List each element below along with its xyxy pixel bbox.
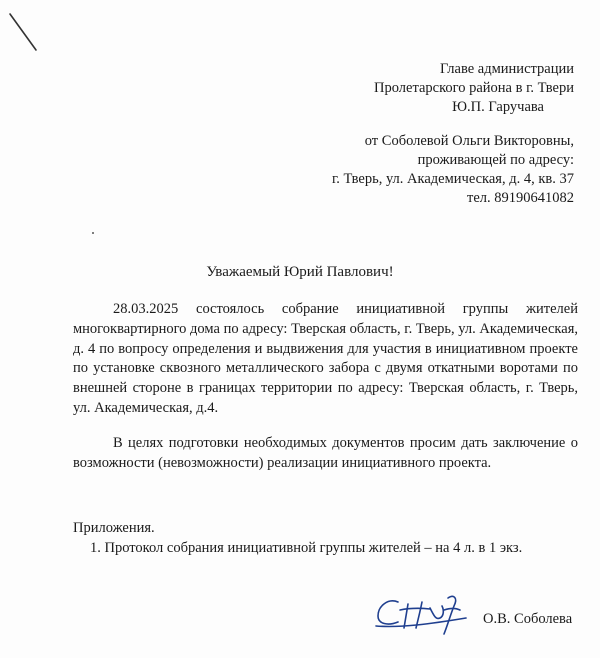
signer-name: О.В. Соболева bbox=[483, 611, 573, 627]
corner-scratch-mark bbox=[4, 6, 44, 56]
body-paragraph-2: В целях подготовки необходимых документов просим дать заключение о возможности (невозможности) реализации инициативного проекта. bbox=[73, 435, 578, 471]
attachment-item: 1. Протокол собрания инициативной группы жителей – на 4 л. в 1 экз. bbox=[90, 540, 523, 556]
addressee-block bbox=[374, 60, 574, 117]
sender-block bbox=[332, 132, 574, 208]
handwritten-signature-icon bbox=[370, 588, 475, 638]
addressee-name: Ю.П. Гаручава bbox=[452, 99, 544, 115]
salutation: Уважаемый Юрий Павлович! bbox=[206, 264, 394, 280]
paper-speck bbox=[92, 232, 94, 234]
addressee-title: Главе администрации bbox=[440, 61, 574, 77]
sender-name: от Соболевой Ольги Викторовны, bbox=[364, 133, 574, 149]
body-paragraph-1: 28.03.2025 состоялось собрание инициативной группы жителей многоквартирного дома по адресу: Тверская область, г. Тверь, ул. Академическая, д. 4 по вопросу определения и выдвижения для участия в инициативном проекте по установке сквозного металлического забора с двумя откатными воротами по внешней стороне в границах территории по адресу: Тверская область, г. Тверь, ул. Академическая, д.4. bbox=[73, 301, 578, 416]
addressee-district: Пролетарского района в г. Твери bbox=[374, 80, 574, 96]
sender-phone: тел. 89190641082 bbox=[466, 190, 574, 206]
sender-address: г. Тверь, ул. Академическая, д. 4, кв. 37 bbox=[331, 171, 574, 187]
sender-residence-label: проживающей по адресу: bbox=[417, 152, 574, 168]
attachments-title: Приложения. bbox=[73, 520, 155, 536]
